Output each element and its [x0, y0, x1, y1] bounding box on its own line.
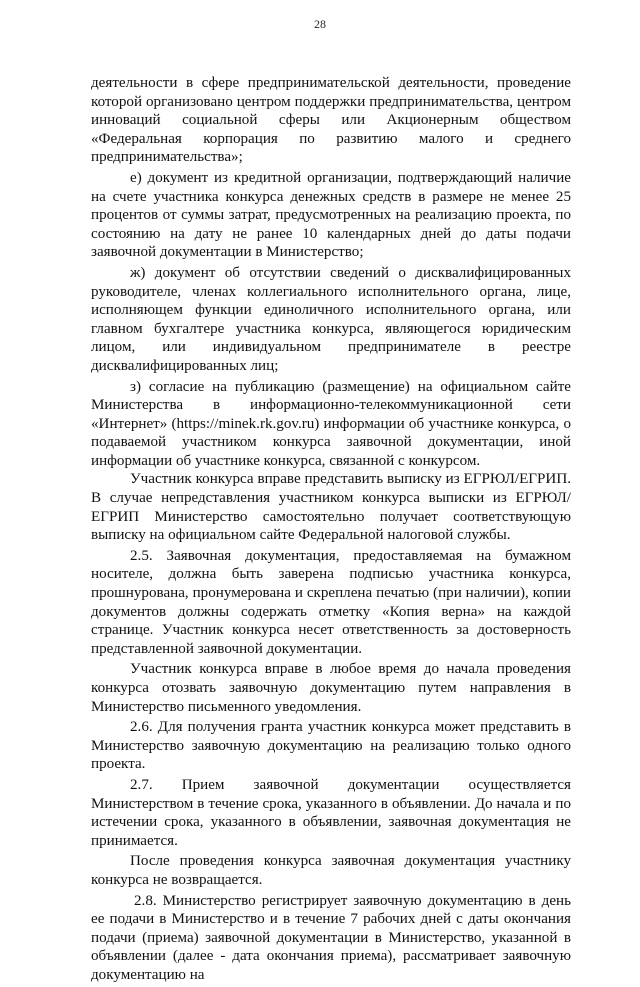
- page-number: 28: [314, 17, 326, 31]
- paragraph-item-z-publication-consent: з) согласие на публикацию (размещение) на официальном сайте Министерства в информационно-телекоммуникационной сети «Интернет» (https://minek.rk.gov.ru) информации об участнике конкурса, о подаваемой участником конкурса заявочной документации, иной информации об участнике конкурса, связанной с конкурсом.: [91, 378, 571, 469]
- paragraph-withdrawal: Участник конкурса вправе в любое время до начала проведения конкурса отозвать заявочную документацию путем направления в Министерство письменного уведомления.: [91, 661, 571, 715]
- paragraph-no-return: После проведения конкурса заявочная документация участнику конкурса не возвращается.: [91, 853, 571, 888]
- paragraph-item-zh-disqualification: ж) документ об отсутствии сведений о дисквалифицированных руководителе, членах коллегиального исполнительного органа, лице, исполняющем функции единоличного исполнительного органа, или главном бухгалтере участника конкурса, являющегося юридическим лицом, или индивидуальном предпринимателе в реестре дисквалифицированных лиц;: [91, 264, 571, 374]
- document-body: [91, 74, 571, 987]
- paragraph-egrul-extract: Участник конкурса вправе представить выписку из ЕГРЮЛ/ЕГРИП. В случае непредставления участником конкурса выписки из ЕГРЮЛ/ЕГРИП Министерство самостоятельно получает соответствующую выписку на официальном сайте Федеральной налоговой службы.: [91, 471, 571, 544]
- paragraph-activity-continuation: деятельности в сфере предпринимательской деятельности, проведение которой организовано центром поддержки предпринимательства, центром инноваций социальной сферы или Акционерным обществом «Федеральная корпорация по развитию малого и среднего предпринимательства»;: [91, 75, 571, 166]
- paragraph-2-8-registration: 2.8. Министерство регистрирует заявочную документацию в день ее подачи в Министерство и в течение 7 рабочих дней с даты окончания подачи (приема) заявочной документации в Министерство, указанной в объявлении (далее - дата окончания приема), рассматривает заявочную документацию на: [91, 892, 571, 983]
- paragraph-2-6-single-project: 2.6. Для получения гранта участник конкурса может представить в Министерство заявочную документацию на реализацию только одного проекта.: [91, 719, 571, 773]
- paragraph-2-5-paper-documentation: 2.5. Заявочная документация, предоставляемая на бумажном носителе, должна быть заверена подписью участника конкурса, прошнурована, пронумерована и скреплена печатью (при наличии), копии документов должны содержать отметку «Копия верна» на каждой странице. Участник конкурса несет ответственность за достоверность представленной заявочной документации.: [91, 547, 571, 657]
- paragraph-item-e-bank-document: е) документ из кредитной организации, подтверждающий наличие на счете участника конкурса денежных средств в размере не менее 25 процентов от суммы затрат, предусмотренных на реализацию проекта, по состоянию на дату не ранее 10 календарных дней до даты подачи заявочной документации в Министерство;: [91, 169, 571, 261]
- paragraph-2-7-acceptance-period: 2.7. Прием заявочной документации осуществляется Министерством в течение срока, указанного в объявлении. До начала и по истечении срока, указанного в объявлении, заявочная документация не принимается.: [91, 776, 571, 849]
